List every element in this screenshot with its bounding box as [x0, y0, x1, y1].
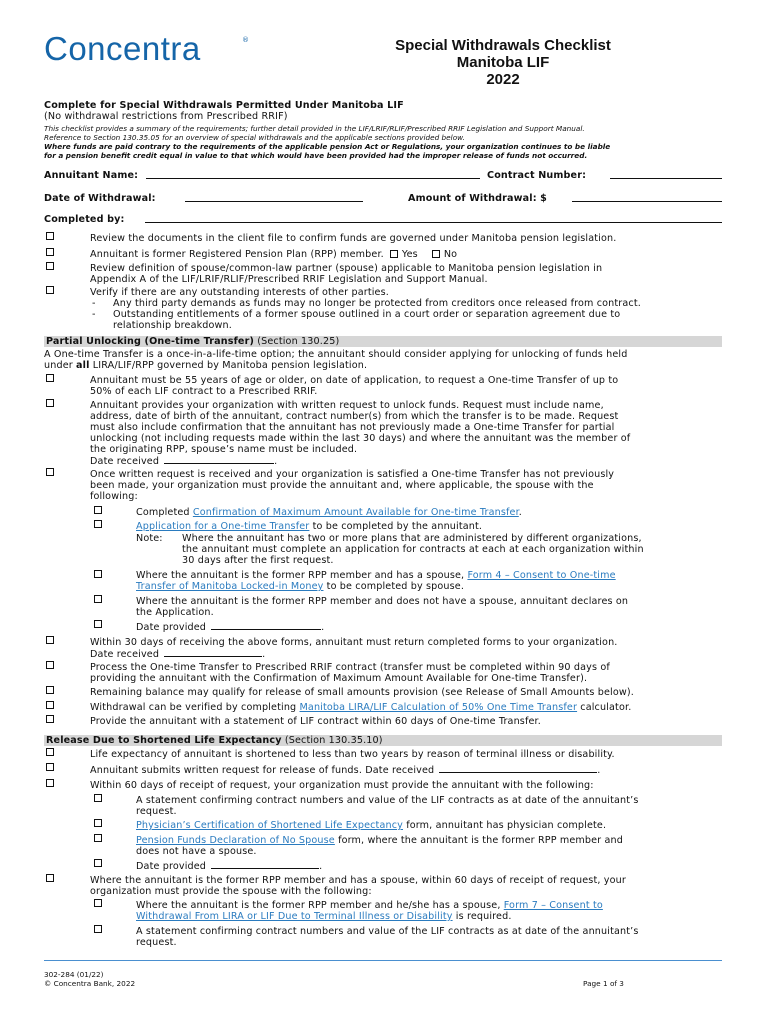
- checkbox-yes[interactable]: [390, 250, 398, 258]
- date-provided-field[interactable]: [211, 621, 321, 630]
- calculator-link[interactable]: Manitoba LIRA/LIF Calculation of 50% One Time Transfer: [299, 702, 578, 713]
- checkbox-date-provided[interactable]: [94, 620, 102, 628]
- checkbox-review-documents[interactable]: [46, 232, 54, 240]
- checkbox-spouse-statement[interactable]: [94, 925, 102, 933]
- checkbox-verify-calculator[interactable]: [46, 701, 54, 709]
- return-forms-date-field[interactable]: [164, 648, 262, 657]
- request-received-text-3: following:: [90, 491, 138, 502]
- date-provided-label: Date provided: [136, 622, 207, 633]
- logo-wordmark: Concentra: [44, 30, 201, 67]
- no-label: No: [443, 249, 458, 260]
- spouse-definition-text-2: Appendix A of the LIF/LRIF/RLIF/Prescribed RRIF Legislation and Support Manual.: [90, 274, 488, 285]
- verify-calculator-line: [90, 702, 631, 713]
- provide-statement-text: Provide the annuitant with a statement of LIF contract within 60 days of One-time Transfer.: [90, 716, 541, 727]
- shortened-life-header: [46, 735, 383, 746]
- checkbox-confirmation-maximum[interactable]: [94, 506, 102, 514]
- physician-certification-line: [136, 820, 606, 831]
- checkbox-form-7-consent[interactable]: [94, 899, 102, 907]
- form-4-link-part-1[interactable]: Form 4 – Consent to One-time: [467, 570, 616, 581]
- age-55-text-1: Annuitant must be 55 years of age or older, on date of application, to request a One-time Transfer of up to: [90, 375, 619, 386]
- form-number: 302-284 (01/22): [44, 970, 104, 979]
- checkbox-no[interactable]: [432, 250, 440, 258]
- intro-warning-1: Where funds are paid contrary to the requirements of the applicable pension Act or Regulations, your organization continues to be liable: [44, 142, 611, 151]
- form-4-line-2: [136, 581, 464, 592]
- yes-label: Yes: [401, 249, 418, 260]
- process-transfer-text-1: Process the One-time Transfer to Prescribed RRIF contract (transfer must be completed within 90 days of: [90, 662, 610, 673]
- page-number: Page 1 of 3: [583, 979, 624, 988]
- checkbox-within-60-days[interactable]: [46, 779, 54, 787]
- partial-unlocking-section: (Section 130.25): [257, 336, 340, 347]
- checkbox-declaration-no-spouse[interactable]: [94, 834, 102, 842]
- confirmation-maximum-link[interactable]: Confirmation of Maximum Amount Available for One-time Transfer: [192, 507, 519, 518]
- completed-by-label: Completed by:: [44, 214, 125, 225]
- logo-registered-mark: ®: [242, 36, 249, 44]
- checkbox-written-request[interactable]: [46, 399, 54, 407]
- form-4-suffix: to be completed by spouse.: [323, 581, 465, 592]
- declaration-no-spouse-text-2: does not have a spouse.: [136, 846, 257, 857]
- note-text-2: the annuitant must complete an application for contracts at each at each organization within: [182, 544, 644, 555]
- title-line-1: Special Withdrawals Checklist: [395, 37, 611, 54]
- title-line-3: 2022: [486, 71, 520, 88]
- intro-warning-2: for a pension benefit credit equal in value to that which would have been provided had the improper release of funds not occurred.: [44, 151, 588, 160]
- annuitant-has-spouse-text-1: Where the annuitant is the former RPP member and has a spouse, within 60 days of receipt of request, your: [90, 875, 626, 886]
- verify-calculator-prefix: Withdrawal can be verified by completing: [90, 702, 300, 713]
- page-title: [330, 37, 676, 88]
- checkbox-review-spouse-definition[interactable]: [46, 262, 54, 270]
- confirmation-maximum-line: [136, 507, 522, 518]
- release-request-text: Annuitant submits written request for release of funds. Date received: [90, 765, 435, 776]
- note-text-3: 30 days after the first request.: [182, 555, 334, 566]
- date-received-label: Date received: [90, 456, 160, 467]
- shortened-date-provided-label: Date provided: [136, 861, 207, 872]
- form-4-prefix: Where the annuitant is the former RPP member and has a spouse,: [136, 570, 468, 581]
- checkbox-outstanding-interests[interactable]: [46, 286, 54, 294]
- partial-unlocking-header: [46, 336, 339, 347]
- contract-number-label: Contract Number:: [487, 170, 587, 181]
- checkbox-age-55[interactable]: [46, 374, 54, 382]
- third-party-demands-text: Any third party demands as funds may no longer be protected from creditors once released from contract.: [113, 298, 641, 309]
- annuitant-name-label: Annuitant Name:: [44, 170, 139, 181]
- partial-intro-2c: LIRA/LIF/RPP governed by Manitoba pension legislation.: [89, 360, 368, 371]
- date-of-withdrawal-field[interactable]: [185, 193, 363, 202]
- concentra-logo: [44, 30, 254, 70]
- intro-note-2: Reference to Section 130.35.05 for an overview of special withdrawals and the applicable sections provided below.: [44, 133, 465, 142]
- application-one-time-suffix: to be completed by the annuitant.: [309, 521, 483, 532]
- outstanding-interests-text: Verify if there are any outstanding interests of other parties.: [90, 287, 389, 298]
- form-7-line-2: [136, 911, 512, 922]
- form-7-line-1: [136, 900, 603, 911]
- form-4-link-part-2[interactable]: Transfer of Manitoba Locked-in Money: [136, 581, 324, 592]
- copyright: © Concentra Bank, 2022: [44, 979, 136, 988]
- date-received-line: Date received .: [90, 456, 278, 467]
- declaration-no-spouse-line: [136, 835, 623, 846]
- request-received-text-1: Once written request is received and your organization is satisfied a One-time Transfer has not previously: [90, 469, 615, 480]
- age-55-text-2: 50% of each LIF contract to a Prescribed RRIF.: [90, 386, 318, 397]
- checkbox-no-spouse-declaration[interactable]: [94, 595, 102, 603]
- declaration-no-spouse-link[interactable]: Pension Funds Declaration of No Spouse: [136, 835, 335, 846]
- statement-contract-text-1: A statement confirming contract numbers and value of the LIF contracts as at date of the annuitant’s: [136, 795, 639, 806]
- shortened-date-provided-line: Date provided .: [136, 861, 323, 872]
- request-received-text-2: been made, your organization must provide the annuitant and, where applicable, the spouse with the: [90, 480, 594, 491]
- checkbox-statement-contract-numbers[interactable]: [94, 794, 102, 802]
- statement-contract-text-2: request.: [136, 806, 177, 817]
- return-forms-text: Within 30 days of receiving the above forms, annuitant must return completed forms to your organization.: [90, 637, 618, 648]
- partial-intro-2: [44, 360, 367, 371]
- note-label: Note:: [136, 533, 163, 544]
- contract-number-field[interactable]: [610, 170, 722, 179]
- spouse-statement-text-2: request.: [136, 937, 177, 948]
- title-line-2: Manitoba LIF: [456, 54, 550, 71]
- date-provided-line: Date provided .: [136, 622, 325, 633]
- written-request-text-2: address, date of birth of the annuitant, contract number(s) from which the transfer is to be made. Request: [90, 411, 619, 422]
- checkbox-annuitant-has-spouse[interactable]: [46, 874, 54, 882]
- form-7-link-part-2[interactable]: Withdrawal From LIRA or LIF Due to Terminal Illness or Disability: [136, 911, 453, 922]
- form-7-link-part-1[interactable]: Form 7 – Consent to: [503, 900, 603, 911]
- intro-subheading: (No withdrawal restrictions from Prescribed RRIF): [44, 111, 288, 122]
- release-request-date-field[interactable]: [439, 764, 597, 773]
- partial-intro-1: A One-time Transfer is a once-in-a-life-time option; the annuitant should consider applying for unlocking of funds held: [44, 349, 628, 360]
- checkbox-life-expectancy[interactable]: [46, 748, 54, 756]
- partial-intro-2a: under: [44, 360, 77, 371]
- shortened-life-section: (Section 130.35.10): [284, 735, 383, 746]
- form-7-prefix: Where the annuitant is the former RPP member and he/she has a spouse,: [136, 900, 504, 911]
- spouse-definition-text-1: Review definition of spouse/common-law partner (spouse) applicable to Manitoba pension legislation in: [90, 263, 603, 274]
- partial-intro-2-all: all: [76, 360, 90, 371]
- process-transfer-text-2: providing the annuitant with the Confirmation of Maximum Amount Available for One-time Transfer).: [90, 673, 588, 684]
- checkbox-application-one-time[interactable]: [94, 520, 102, 528]
- annuitant-has-spouse-text-2: organization must provide the spouse with the following:: [90, 886, 372, 897]
- checkbox-physician-certification[interactable]: [94, 819, 102, 827]
- checkbox-former-rpp-member[interactable]: [46, 248, 54, 256]
- shortened-life-title: Release Due to Shortened Life Expectancy: [46, 735, 282, 746]
- declaration-no-spouse-suffix: form, where the annuitant is the former RPP member and: [334, 835, 623, 846]
- former-rpp-member-line: [90, 249, 457, 260]
- no-spouse-text-2: the Application.: [136, 607, 214, 618]
- checkbox-return-forms[interactable]: [46, 636, 54, 644]
- checkbox-request-received[interactable]: [46, 468, 54, 476]
- form-7-suffix: is required.: [452, 911, 512, 922]
- checkbox-form-4-consent[interactable]: [94, 570, 102, 578]
- release-request-line: Annuitant submits written request for release of funds. Date received .: [90, 765, 601, 776]
- date-received-field[interactable]: [164, 455, 274, 464]
- former-spouse-entitlements-text-1: Outstanding entitlements of a former spouse outlined in a court order or separation agreement due to: [113, 309, 621, 320]
- confirmation-maximum-suffix: .: [518, 507, 522, 518]
- return-forms-date-label: Date received: [90, 649, 160, 660]
- written-request-text-1: Annuitant provides your organization with written request to unlock funds. Request must include name,: [90, 400, 604, 411]
- completed-by-field[interactable]: [145, 214, 722, 223]
- checkbox-provide-statement[interactable]: [46, 715, 54, 723]
- no-spouse-text-1: Where the annuitant is the former RPP member and does not have a spouse, annuitant declares on: [136, 596, 629, 607]
- application-one-time-line: [136, 521, 482, 532]
- life-expectancy-text: Life expectancy of annuitant is shortened to less than two years by reason of terminal illness or disability.: [90, 749, 615, 760]
- written-request-text-5: the originating RPP, spouse’s name must be included.: [90, 444, 358, 455]
- spouse-statement-text-1: A statement confirming contract numbers and value of the LIF contracts as at date of the annuitant’s: [136, 926, 639, 937]
- form-4-line-1: [136, 570, 616, 581]
- note-text-1: Where the annuitant has two or more plans that are administered by different organizations,: [182, 533, 642, 544]
- within-60-days-text: Within 60 days of receipt of request, your organization must provide the annuitant with the following:: [90, 780, 594, 791]
- former-rpp-member-text: Annuitant is former Registered Pension Plan (RPP) member.: [90, 249, 384, 260]
- written-request-text-3: must also include confirmation that the annuitant has not previously made a One-time Transfer for partial: [90, 422, 615, 433]
- remaining-balance-text: Remaining balance may qualify for release of small amounts provision (see Release of Small Amounts below).: [90, 687, 634, 698]
- amount-of-withdrawal-field[interactable]: [572, 193, 722, 202]
- shortened-date-provided-field[interactable]: [211, 860, 319, 869]
- dash-marker-2: -: [92, 309, 96, 320]
- checkbox-written-request-release[interactable]: [46, 763, 54, 771]
- review-documents-text: Review the documents in the client file to confirm funds are governed under Manitoba pension legislation.: [90, 233, 617, 244]
- date-of-withdrawal-label: Date of Withdrawal:: [44, 193, 156, 204]
- checkbox-remaining-balance[interactable]: [46, 686, 54, 694]
- physician-certification-link[interactable]: Physician’s Certification of Shortened Life Expectancy: [136, 820, 403, 831]
- return-forms-date-line: Date received .: [90, 649, 266, 660]
- verify-calculator-suffix: calculator.: [577, 702, 632, 713]
- footer-rule: [44, 960, 722, 961]
- confirmation-maximum-prefix: Completed: [136, 507, 193, 518]
- partial-unlocking-title: Partial Unlocking (One-time Transfer): [46, 336, 255, 347]
- annuitant-name-field[interactable]: [146, 170, 480, 179]
- dash-marker-1: -: [92, 298, 96, 309]
- amount-of-withdrawal-label: Amount of Withdrawal: $: [408, 193, 547, 204]
- former-spouse-entitlements-text-2: relationship breakdown.: [113, 320, 232, 331]
- intro-note-1: This checklist provides a summary of the requirements; further detail provided in the LIF/LRIF/RLIF/Prescribed RRIF Legislation and Support Manual.: [44, 124, 585, 133]
- written-request-text-4: unlocking (not including requests made within the last 30 days) and where the annuitant was the member of: [90, 433, 631, 444]
- checkbox-process-transfer[interactable]: [46, 661, 54, 669]
- physician-certification-suffix: form, annuitant has physician complete.: [403, 820, 607, 831]
- application-one-time-link[interactable]: Application for a One-time Transfer: [136, 521, 310, 532]
- checkbox-shortened-date-provided[interactable]: [94, 859, 102, 867]
- intro-heading: Complete for Special Withdrawals Permitted Under Manitoba LIF: [44, 100, 404, 111]
